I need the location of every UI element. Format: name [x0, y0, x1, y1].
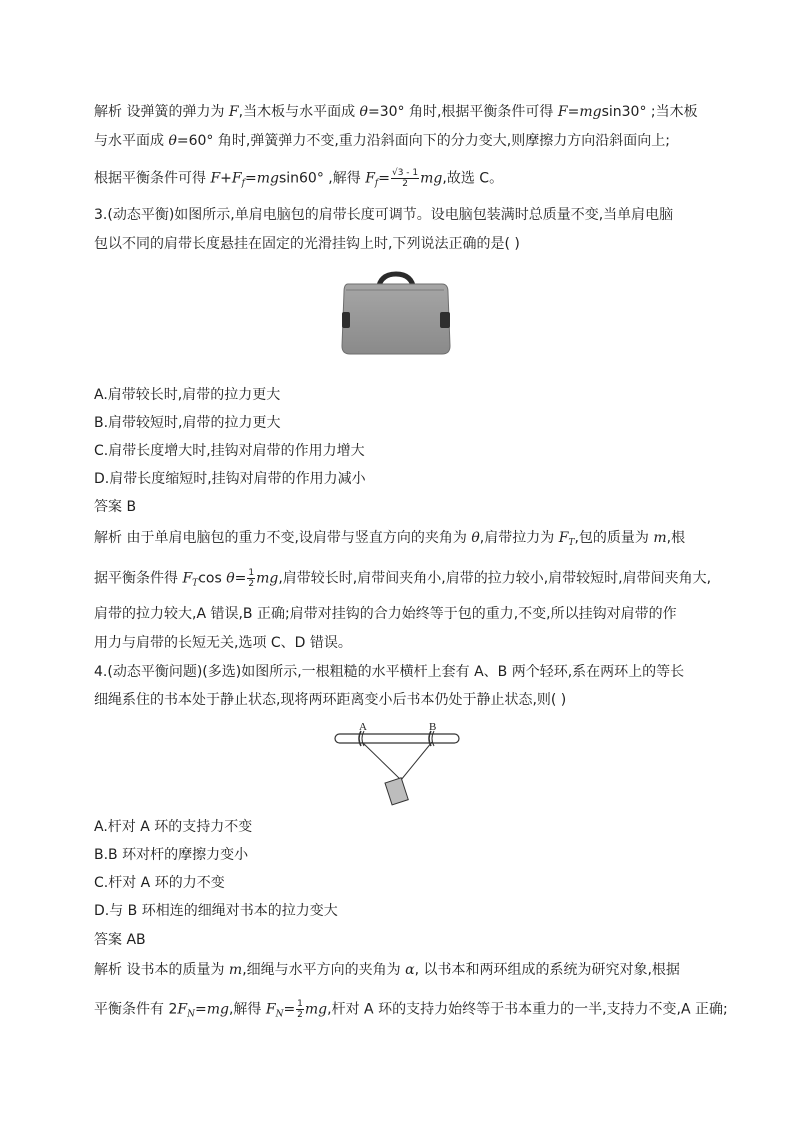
- text: 解析 由于单肩电脑包的重力不变,设肩带与竖直方向的夹角为: [94, 530, 472, 546]
- option-3c: C.肩带长度增大时,挂钩对肩带的作用力增大: [94, 443, 365, 459]
- text: +: [220, 170, 232, 187]
- option-4b: B.B 环对杆的摩擦力变小: [94, 847, 249, 863]
- book: [385, 778, 408, 805]
- var: mg: [304, 1001, 328, 1018]
- text: 据平衡条件得: [94, 570, 183, 587]
- var: F: [228, 104, 239, 120]
- var: F: [182, 570, 193, 587]
- var: m: [653, 530, 667, 546]
- text: =: [234, 570, 247, 587]
- var: mg: [579, 104, 602, 120]
- fraction: [247, 568, 255, 589]
- text: sin60° ,解得: [278, 170, 366, 187]
- explanation-4-line-2: [94, 999, 728, 1025]
- explanation-line-2: [94, 131, 670, 151]
- text: ,细绳与水平方向的夹角为: [242, 962, 406, 978]
- var: F: [265, 1001, 276, 1018]
- var: F: [558, 530, 569, 546]
- var: α: [405, 962, 415, 978]
- fraction: [391, 168, 419, 189]
- text: =: [378, 170, 390, 187]
- laptop-bag-image: [336, 268, 454, 358]
- explanation-3-line-2: [94, 568, 711, 594]
- answer-4: 答案 AB: [94, 932, 146, 948]
- subscript: N: [187, 1009, 195, 1020]
- right-string: [401, 742, 432, 780]
- var: mg: [256, 570, 279, 587]
- text: 平衡条件有 2: [94, 1001, 178, 1018]
- var: F: [231, 170, 242, 187]
- option-4a: A.杆对 A 环的支持力不变: [94, 819, 253, 835]
- question-3-line-2: 包以不同的肩带长度悬挂在固定的光滑挂钩上时,下列说法正确的是( ): [94, 236, 520, 252]
- explanation-3-line-1: [94, 528, 685, 553]
- explanation-3-line-4: 用力与肩带的长短无关,选项 C、D 错误。: [94, 635, 352, 651]
- subscript: f: [374, 178, 379, 189]
- numerator: √3 - 1: [391, 168, 419, 178]
- text: 解析 设书本的质量为: [94, 962, 229, 978]
- question-4-line-2: 细绳系住的书本处于静止状态,现将两环距离变小后书本仍处于静止状态,则( ): [94, 692, 567, 708]
- var: θ: [471, 530, 480, 546]
- denominator: 2: [402, 179, 408, 189]
- rod-rings-book-diagram: [333, 718, 463, 808]
- text: ,肩带较长时,肩带间夹角小,肩带的拉力较小,肩带较短时,肩带间夹角大,: [278, 570, 712, 587]
- option-4d: D.与 B 环相连的细绳对书本的拉力变大: [94, 903, 338, 919]
- text: =: [283, 1001, 296, 1018]
- subscript: f: [241, 178, 245, 189]
- text: 与水平面成: [94, 133, 169, 149]
- var: F: [365, 170, 375, 187]
- text: cos: [198, 570, 227, 587]
- text: =: [244, 170, 257, 187]
- text: =60° 角时,弹簧弹力不变,重力沿斜面向下的分力变大,则摩擦力方向沿斜面向上;: [176, 133, 670, 149]
- var: F: [557, 104, 568, 120]
- var: mg: [206, 1001, 229, 1018]
- question-4-line-1: 4.(动态平衡问题)(多选)如图所示,一根粗糙的水平横杆上套有 A、B 两个轻环,系在两环上的等长: [94, 664, 685, 680]
- option-3a: A.肩带较长时,肩带的拉力更大: [94, 387, 281, 403]
- numerator: 1: [248, 568, 255, 578]
- text: ,肩带拉力为: [479, 530, 559, 546]
- text: ,包的质量为: [574, 530, 654, 546]
- text: ,解得: [228, 1001, 266, 1018]
- var: θ: [226, 570, 235, 587]
- text: , 以书本和两环组成的系统为研究对象,根据: [414, 962, 680, 978]
- question-3-line-1: 3.(动态平衡)如图所示,单肩电脑包的肩带长度可调节。设电脑包装满时总质量不变,当单肩电脑: [94, 207, 674, 223]
- var: mg: [256, 170, 279, 187]
- text: =30° 角时,根据平衡条件可得: [367, 104, 558, 120]
- explanation-line-1: [94, 102, 698, 122]
- option-3d: D.肩带长度缩短时,挂钩对肩带的作用力减小: [94, 471, 366, 487]
- text: =: [567, 104, 580, 120]
- left-string: [362, 742, 401, 780]
- denominator: 2: [248, 579, 255, 589]
- var: F: [177, 1001, 188, 1018]
- option-3b: B.肩带较短时,肩带的拉力更大: [94, 415, 281, 431]
- ring-a-label: A: [359, 721, 367, 733]
- text: 解析 设弹簧的弹力为: [94, 104, 229, 120]
- text: ,杆对 A 环的支持力始终等于书本重力的一半,支持力不变,A 正确;: [327, 1001, 728, 1018]
- text: sin30° ;当木板: [601, 104, 698, 120]
- answer-3: 答案 B: [94, 499, 137, 515]
- subscript: T: [192, 578, 199, 589]
- var: θ: [359, 104, 368, 120]
- subscript: T: [568, 538, 575, 548]
- var: mg: [420, 170, 443, 187]
- explanation-4-line-1: [94, 960, 680, 980]
- fraction: [296, 999, 304, 1020]
- var: F: [210, 170, 221, 187]
- subscript: N: [275, 1009, 284, 1020]
- denominator: 2: [297, 1010, 303, 1020]
- var: θ: [168, 133, 177, 149]
- text: =: [194, 1001, 207, 1018]
- numerator: 1: [297, 999, 303, 1009]
- text: 根据平衡条件可得: [94, 170, 211, 187]
- explanation-3-line-3: 肩带的拉力较大,A 错误,B 正确;肩带对挂钩的合力始终等于包的重力,不变,所以挂钩对肩带的作: [94, 606, 677, 622]
- text: ,根: [666, 530, 686, 546]
- text: ,当木板与水平面成: [238, 104, 360, 120]
- text: ,故选 C。: [442, 170, 504, 187]
- explanation-line-3: [94, 168, 503, 194]
- var: m: [228, 962, 243, 978]
- ring-b-label: B: [429, 721, 437, 733]
- horizontal-rod: [335, 734, 459, 743]
- option-4c: C.杆对 A 环的力不变: [94, 875, 225, 891]
